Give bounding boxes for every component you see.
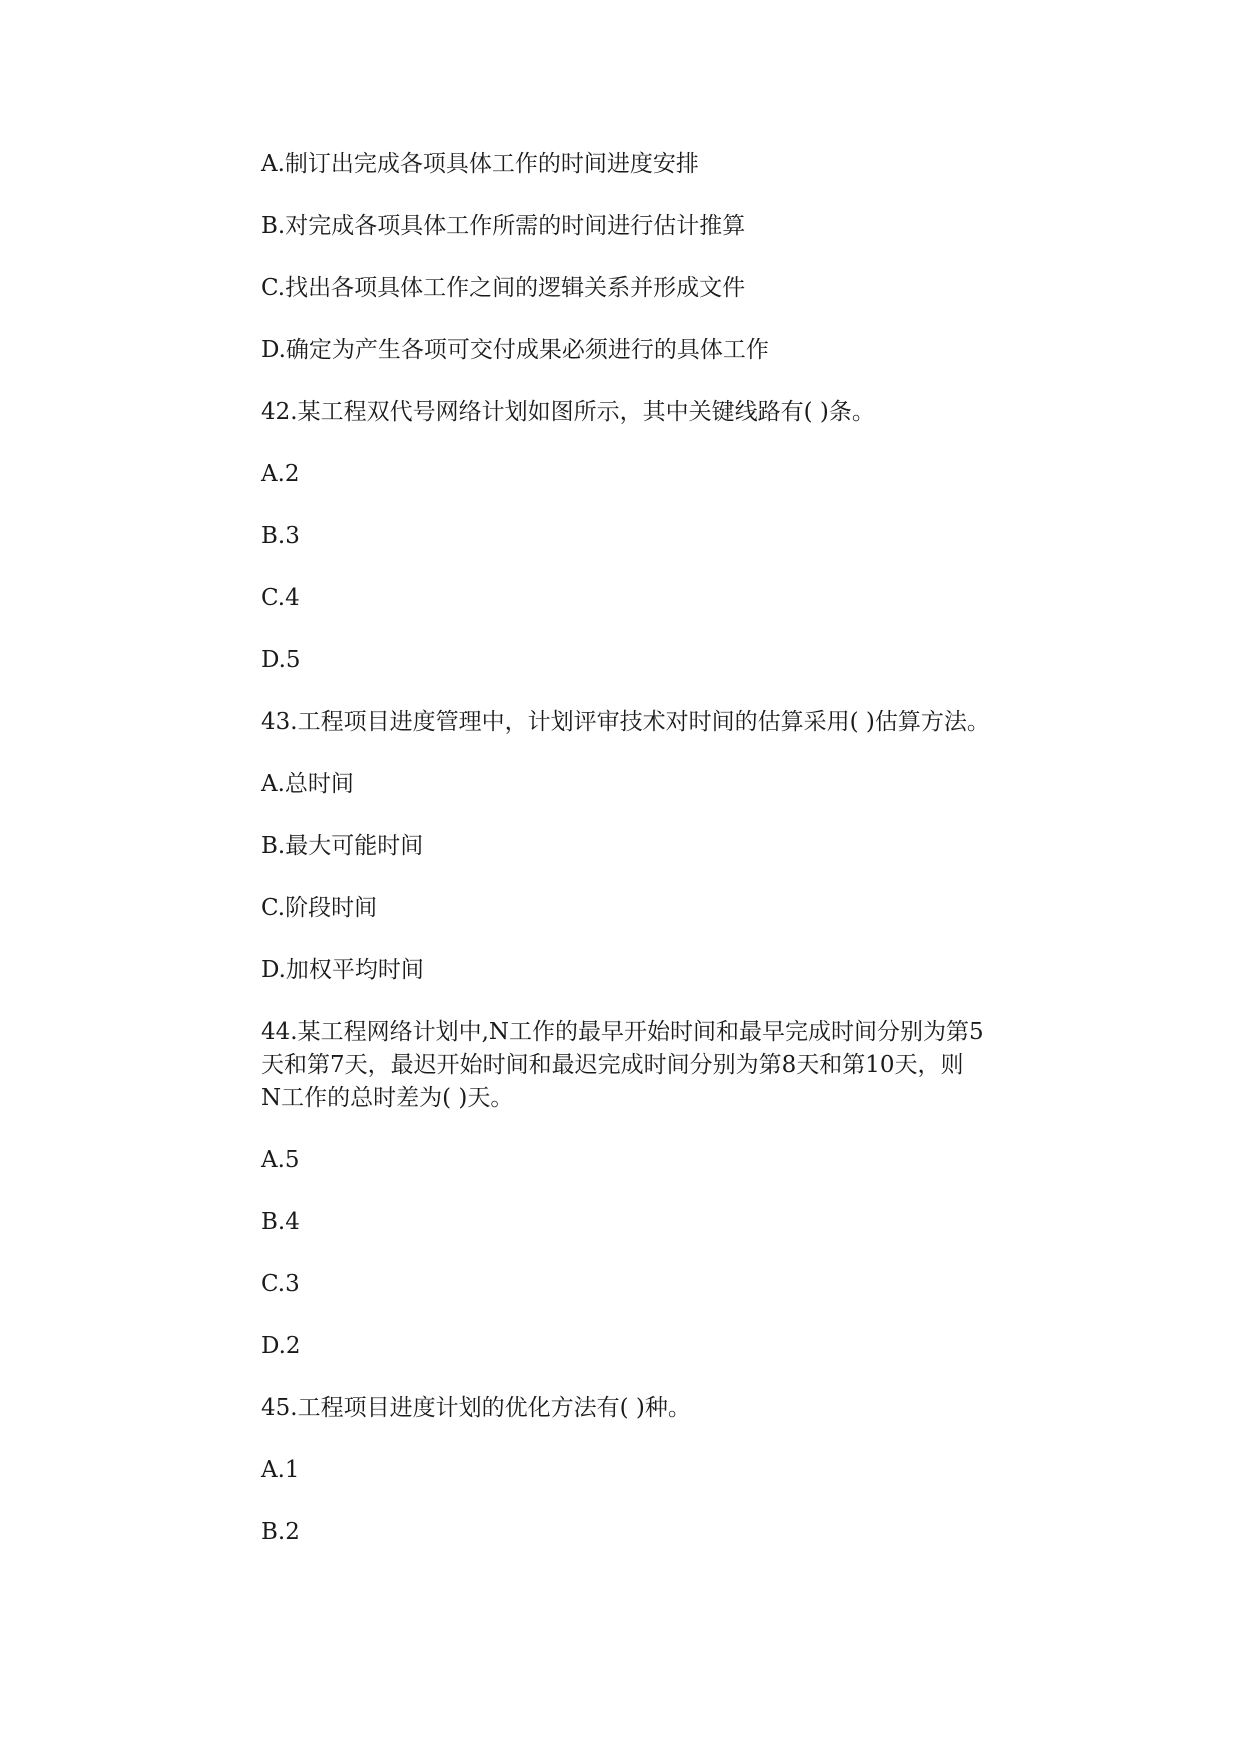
q45-question: 45.工程项目进度计划的优化方法有( )种。 [261,1395,691,1421]
question-content [261,148,1061,1578]
q43-option-c: C.阶段时间 [261,895,378,921]
q42-option-b: B.3 [261,523,300,549]
q41-option-c: C.找出各项具体工作之间的逻辑关系并形成文件 [261,275,746,301]
q42-option-c: C.4 [261,585,300,611]
q43-option-d: D.加权平均时间 [261,957,424,983]
q44-question [261,1016,1061,1115]
q44-option-a: A.5 [261,1147,300,1173]
q44-question-line: 44.某工程网络计划中,N工作的最早开始时间和最早完成时间分别为第5 [261,1019,984,1045]
q45-option-a: A.1 [261,1457,300,1483]
q44-question-line: N工作的总时差为( )天。 [261,1085,514,1111]
q43-option-a: A.总时间 [261,771,354,797]
q43-option-b: B.最大可能时间 [261,833,424,859]
q44-option-c: C.3 [261,1271,300,1297]
q41-option-a: A.制订出完成各项具体工作的时间进度安排 [261,151,699,177]
q41-option-d: D.确定为产生各项可交付成果必须进行的具体工作 [261,337,769,363]
q44-question-line: 天和第7天，最迟开始时间和最迟完成时间分别为第8天和第10天，则 [261,1052,964,1078]
q42-question: 42.某工程双代号网络计划如图所示，其中关键线路有( )条。 [261,399,875,425]
q42-option-d: D.5 [261,647,301,673]
q45-option-b: B.2 [261,1519,300,1545]
q43-question: 43.工程项目进度管理中，计划评审技术对时间的估算采用( )估算方法。 [261,709,990,735]
q41-option-b: B.对完成各项具体工作所需的时间进行估计推算 [261,213,746,239]
q42-option-a: A.2 [261,461,300,487]
q44-option-b: B.4 [261,1209,300,1235]
q44-option-d: D.2 [261,1333,301,1359]
